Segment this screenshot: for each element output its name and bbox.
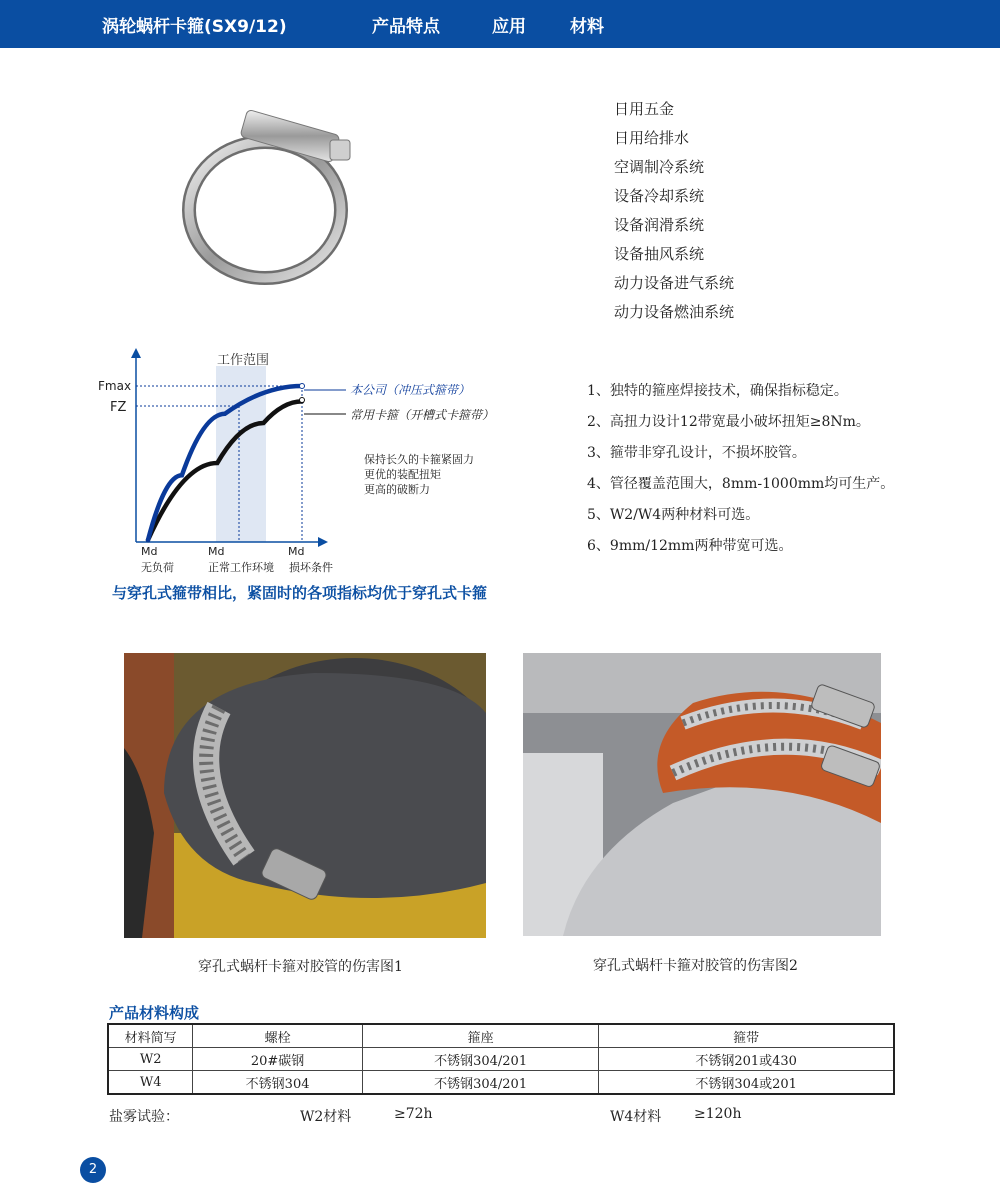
x-label-break: Md	[288, 545, 305, 558]
damage-photo-2	[523, 653, 881, 936]
damage-photo-1	[124, 653, 486, 938]
table-cell: 不锈钢304	[193, 1071, 363, 1095]
header-bar	[0, 0, 1000, 48]
legend-competitor: 常用卡箍（开槽式卡箍带）	[350, 408, 495, 422]
salt-test-w4-value: ≥120h	[694, 1106, 742, 1122]
table-row	[108, 1071, 894, 1095]
y-label-fz: FZ	[110, 400, 127, 415]
feature-item: 6、9mm/12mm两种带宽可选。	[587, 538, 793, 554]
application-item: 日用五金	[614, 100, 675, 118]
photo-caption-2: 穿孔式蜗杆卡箍对胶管的伤害图2	[593, 958, 798, 974]
salt-test-w4-label: W4材料	[610, 1109, 662, 1125]
feature-item: 2、高扭力设计12带宽最小破坏扭矩≥8Nm。	[587, 414, 870, 430]
application-item: 日用给排水	[614, 129, 690, 147]
nav-materials[interactable]: 材料	[570, 17, 604, 37]
application-item: 设备抽风系统	[614, 245, 705, 263]
chart-note: 更优的装配扭矩	[364, 468, 441, 481]
application-item: 空调制冷系统	[614, 158, 705, 176]
x-label-no-load: Md	[141, 545, 158, 558]
application-item: 动力设备燃油系统	[614, 303, 735, 321]
materials-section-title: 产品材料构成	[109, 1004, 200, 1022]
series-ours-endpoint	[300, 384, 305, 389]
table-cell: W2	[108, 1048, 193, 1071]
x-condition-break: 损坏条件	[289, 561, 333, 574]
feature-item: 1、独特的箍座焊接技术，确保指标稳定。	[587, 383, 848, 399]
comparison-note: 与穿孔式箍带相比，紧固时的各项指标均优于穿孔式卡箍	[112, 584, 488, 602]
table-cell: 20#碳钢	[193, 1048, 363, 1071]
feature-item: 3、箍带非穿孔设计，不损坏胶管。	[587, 445, 806, 461]
materials-table	[107, 1023, 895, 1095]
x-condition-normal: 正常工作环境	[208, 561, 274, 574]
feature-item: 4、管径覆盖范围大，8mm-1000mm均可生产。	[587, 476, 895, 492]
x-label-normal: Md	[208, 545, 225, 558]
application-item: 设备冷却系统	[614, 187, 705, 205]
torque-chart	[96, 344, 546, 584]
table-cell: 不锈钢304或201	[599, 1071, 894, 1095]
table-header-row	[108, 1024, 894, 1048]
table-cell: W4	[108, 1071, 193, 1095]
y-label-fmax: Fmax	[98, 379, 132, 393]
table-header-cell: 螺栓	[193, 1024, 363, 1048]
salt-test-w2-value: ≥72h	[394, 1106, 433, 1122]
page-number: 2	[80, 1157, 106, 1183]
x-axis-arrow-icon	[318, 537, 328, 547]
feature-item: 5、W2/W4两种材料可选。	[587, 507, 760, 523]
table-row	[108, 1048, 894, 1071]
table-cell: 不锈钢201或430	[599, 1048, 894, 1071]
table-header-cell: 箍带	[599, 1024, 894, 1048]
legend-ours: 本公司（冲压式箍带）	[350, 383, 471, 397]
header-title: 涡轮蜗杆卡箍(SX9/12)	[102, 17, 287, 37]
feature-list	[587, 380, 894, 566]
x-condition-no-load: 无负荷	[141, 561, 174, 574]
table-cell: 不锈钢304/201	[362, 1048, 598, 1071]
chart-note: 更高的破断力	[364, 483, 430, 496]
photo-caption-1: 穿孔式蜗杆卡箍对胶管的伤害图1	[198, 959, 403, 975]
nav-applications[interactable]: 应用	[492, 17, 526, 37]
salt-test-label: 盐雾试验：	[109, 1109, 179, 1125]
table-header-cell: 材料简写	[108, 1024, 193, 1048]
table-header-cell: 箍座	[362, 1024, 598, 1048]
salt-test-w2-label: W2材料	[300, 1109, 352, 1125]
chart-title: 工作范围	[217, 353, 270, 368]
table-cell: 不锈钢304/201	[362, 1071, 598, 1095]
application-list	[614, 98, 734, 330]
chart-note: 保持长久的卡箍紧固力	[364, 453, 474, 466]
application-item: 动力设备进气系统	[614, 274, 735, 292]
y-axis-arrow-icon	[131, 348, 141, 358]
application-item: 设备润滑系统	[614, 216, 705, 234]
series-competitor-endpoint	[300, 398, 305, 403]
hose-clamp-image	[180, 100, 380, 300]
nav-features[interactable]: 产品特点	[372, 17, 440, 37]
